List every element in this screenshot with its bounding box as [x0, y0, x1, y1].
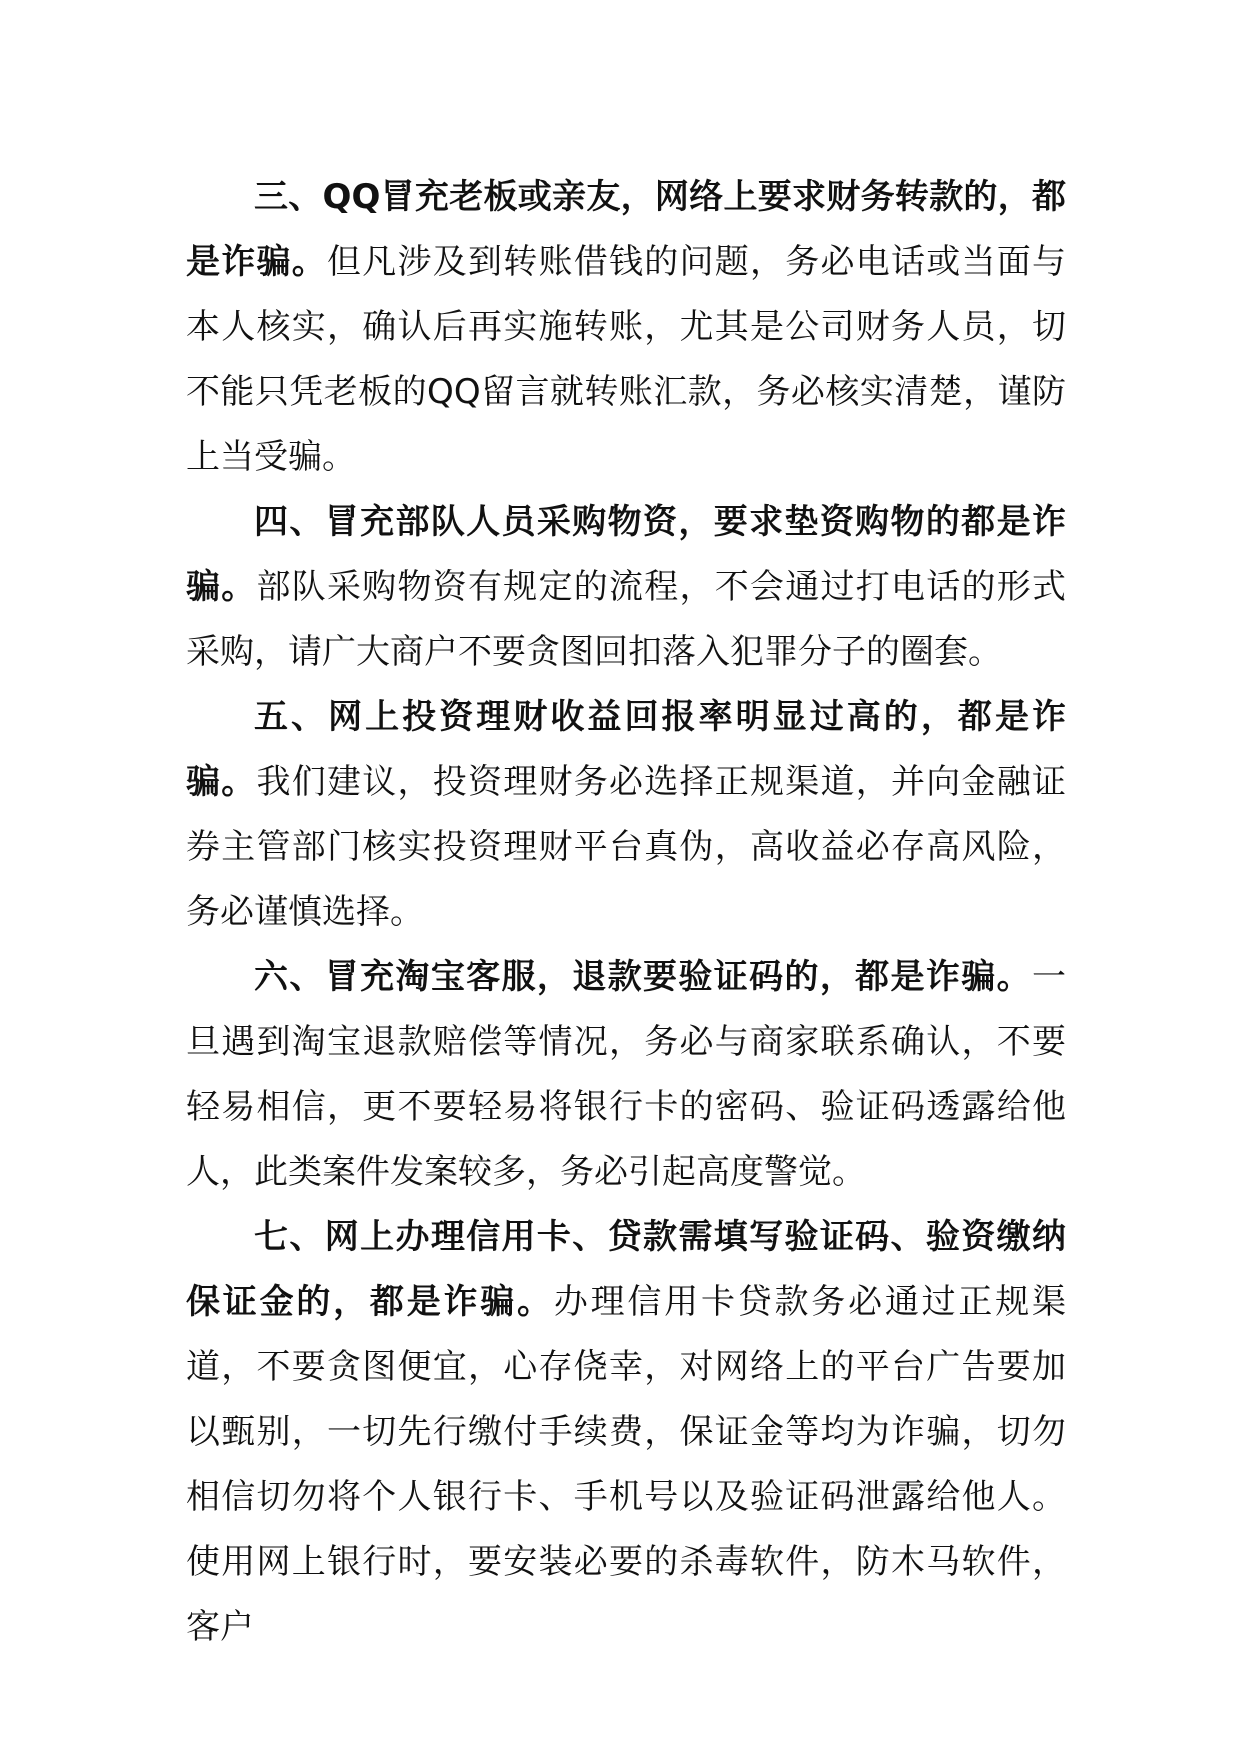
paragraph-6-body: 一旦遇到淘宝退款赔偿等情况，务必与商家联系确认，不要轻易相信，更不要轻易将银行卡的密码、验证码透露给他人，此类案件发案较多，务必引起高度警觉。 — [186, 957, 1066, 1192]
paragraph-5 — [186, 685, 1066, 945]
paragraph-5-heading: 五、网上投资理财收益回报率明显过高的，都是诈骗。 — [186, 697, 1066, 802]
paragraph-4-heading: 四、冒充部队人员采购物资，要求垫资购物的都是诈骗。 — [186, 502, 1066, 607]
paragraph-7-body: 办理信用卡贷款务必通过正规渠道，不要贪图便宜，心存侥幸，对网络上的平台广告要加以甄别，一切先行缴付手续费，保证金等均为诈骗，切勿相信切勿将个人银行卡、手机号以及验证码泄露给他人。使用网上银行时，要安装必要的杀毒软件，防木马软件，客户 — [186, 1282, 1067, 1647]
paragraph-5-body: 我们建议，投资理财务必选择正规渠道，并向金融证券主管部门核实投资理财平台真伪，高收益必存高风险，务必谨慎选择。 — [186, 762, 1066, 932]
paragraph-6 — [186, 945, 1066, 1205]
document-page — [186, 165, 1066, 1660]
paragraph-7-heading: 七、网上办理信用卡、贷款需填写验证码、验资缴纳保证金的，都是诈骗。 — [186, 1217, 1066, 1322]
paragraph-3-heading: 三、QQ冒充老板或亲友，网络上要求财务转款的，都是诈骗。 — [186, 177, 1066, 282]
paragraph-3 — [186, 165, 1066, 490]
paragraph-4-body: 部队采购物资有规定的流程，不会通过打电话的形式采购，请广大商户不要贪图回扣落入犯罪分子的圈套。 — [186, 567, 1066, 672]
paragraph-4 — [186, 490, 1066, 685]
paragraph-6-heading: 六、冒充淘宝客服，退款要验证码的，都是诈骗。 — [254, 957, 1032, 997]
paragraph-3-body: 但凡涉及到转账借钱的问题，务必电话或当面与本人核实，确认后再实施转账，尤其是公司财务人员，切不能只凭老板的QQ留言就转账汇款，务必核实清楚，谨防上当受骗。 — [186, 242, 1066, 477]
paragraph-7 — [186, 1205, 1066, 1660]
